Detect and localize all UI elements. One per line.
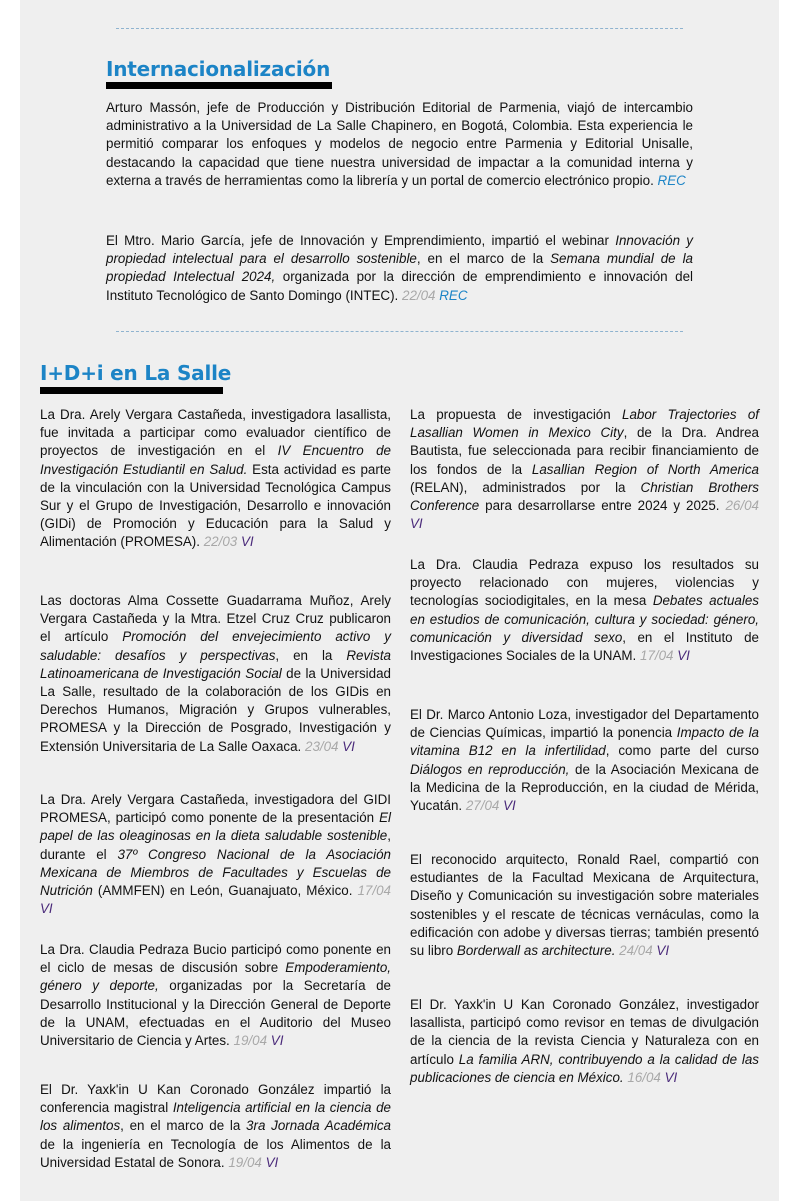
body-text: La Dra. Claudia Pedraza Bucio participó como ponente en el ciclo de mesas de discusión sobre — [40, 942, 391, 976]
date-stamp: 19/04 — [233, 1033, 268, 1049]
italic-title-text: 37º Congreso Nacional de la Asociación Mexicana de Miembros de Facultades y Escuelas de Nutrición — [40, 846, 391, 899]
body-text: El Dr. Marco Antonio Loza, investigador del Departamento de Ciencias Químicas, impartió la ponencia — [410, 707, 759, 741]
department-tag: VI — [656, 943, 670, 959]
body-text: (AMMFEN) en León, Guanajuato, México. — [92, 883, 353, 899]
news-item — [410, 556, 759, 665]
body-text: (RELAN), administrados por la — [410, 479, 641, 495]
news-item — [410, 996, 759, 1087]
news-item — [40, 406, 391, 552]
body-text: La Dra. Arely Vergara Castañeda, investigadora lasallista, fue invitada a participar como evaluador científico de proyectos de investigación en el — [40, 407, 391, 459]
news-item — [40, 791, 391, 918]
body-text: El Mtro. Mario García, jefe de Innovación y Emprendimiento, impartió el webinar — [106, 233, 616, 248]
italic-title-text: Christian Brothers Conference — [410, 479, 759, 514]
italic-title-text: La familia ARN, contribuyendo a la calidad de las publicaciones de ciencia en México. — [410, 1051, 759, 1085]
news-item — [40, 592, 391, 756]
title-underline-bar — [106, 82, 332, 89]
italic-title-text: Revista Latinoamericana de Investigación Social — [40, 647, 391, 681]
news-item — [410, 706, 759, 815]
department-tag: VI — [503, 798, 516, 814]
section-title-idi: I+D+i en La Salle — [40, 361, 232, 385]
title-underline-bar — [40, 387, 223, 394]
italic-title-text: Diálogos en reproducción, — [410, 761, 570, 777]
department-tag: VI — [240, 534, 254, 550]
body-text: organizada por la dirección de emprendimiento e innovación del Instituto Tecnológico de Santo Domingo (INTEC). — [106, 269, 694, 303]
date-stamp: 24/04 — [619, 943, 653, 959]
department-tag: REC — [439, 287, 468, 303]
date-stamp: 27/04 — [465, 798, 500, 814]
date-stamp: 22/03 — [203, 534, 238, 550]
news-item — [106, 99, 693, 190]
date-stamp: 16/04 — [627, 1069, 661, 1085]
italic-title-text: Debates actuales en estudios de comunicación, cultura y sociedad: género, comunicación y diversidad sexo — [410, 593, 759, 645]
date-stamp: 26/04 — [725, 498, 759, 514]
date-stamp: 22/04 — [402, 287, 436, 303]
body-text: , de la Dra. Andrea Bautista, fue seleccionada para recibir financiamiento de los fondos de la — [410, 425, 759, 477]
italic-title-text: Innovación y propiedad intelectual para el desarrollo sostenible — [106, 233, 693, 267]
department-tag: VI — [265, 1154, 279, 1170]
department-tag: VI — [664, 1069, 678, 1085]
body-text: de la ingeniería en Tecnología de los Alimentos de la Universidad Estatal de Sonora. — [40, 1136, 391, 1170]
department-tag: VI — [410, 516, 423, 532]
news-item — [40, 1081, 391, 1172]
section-title-internacionalizacion: Internacionalización — [106, 57, 331, 81]
body-text: , en el marco de la — [120, 1118, 247, 1134]
italic-title-text: Lasallian Region of North America — [531, 461, 759, 477]
italic-title-text: Labor Trajectories of Lasallian Women in Mexico City — [410, 407, 759, 441]
italic-title-text: Empoderamiento, género y deporte, — [40, 960, 391, 994]
body-text: Las doctoras Alma Cossette Guadarrama Muñoz, Arely Vergara Castañeda y la Mtra. Etzel Cruz Cruz publicaron el artículo — [40, 593, 391, 645]
news-item — [410, 851, 759, 960]
department-tag: VI — [270, 1033, 284, 1049]
date-stamp: 23/04 — [305, 738, 339, 754]
body-text: La propuesta de investigación — [410, 407, 622, 422]
news-item — [106, 232, 693, 305]
news-item — [410, 406, 759, 533]
italic-title-text: Promoción del envejecimiento activo y saludable: desafíos y perspectivas — [40, 629, 391, 663]
section-divider-top — [116, 28, 683, 29]
italic-title-text: Semana mundial de la propiedad Intelectual 2024, — [106, 251, 693, 285]
body-text: El Dr. Yaxk'in U Kan Coronado González, investigador lasallista, participó como revisor en temas de divulgación de la ciencia de la revista Ciencia y Naturaleza con en artículo — [410, 997, 759, 1067]
body-text: El reconocido arquitecto, Ronald Rael, compartió con estudiantes de la Facultad Mexicana de Arquitectura, Diseño y Comunicación su investigación sobre materiales sostenibles y el rescate de técnicas vernáculas, como la edificación con adobe y diversas tierras; también presentó su libro — [410, 852, 759, 959]
body-text: , como parte del curso — [605, 743, 759, 759]
body-text: de la Universidad La Salle, resultado de la colaboración de los GIDis en Derechos Humanos, Migración y Grupos vulnerables, PROMESA y la Dirección de Posgrado, Investigación y Extensión Universitaria de La Salle Oaxaca. — [40, 665, 391, 754]
date-stamp: 17/04 — [357, 883, 391, 899]
italic-title-text: 3ra Jornada Académica — [246, 1118, 391, 1134]
department-tag: VI — [677, 648, 690, 664]
body-text: , durante el — [40, 828, 391, 862]
italic-title-text: Inteligencia artificial en la ciencia de los alimentos — [40, 1100, 391, 1134]
body-text: Arturo Massón, jefe de Producción y Distribución Editorial de Parmenia, viajó de intercambio administrativo a la Universidad de La Salle Chapinero, en Bogotá, Colombia. Esta experiencia le permitió comparar los enfoques y modelos de negocio entre Parmenia y Editorial Unisalle, destacando la capacidad que tiene nuestra universidad de impactar a la comunidad interna y externa a través de herramientas como la librería y un portal de comercio electrónico propio. — [106, 100, 693, 188]
body-text: de la Asociación Mexicana de la Medicina de la Reproducción, en la ciudad de Mérida, Yucatán. — [410, 761, 760, 814]
department-tag: REC — [657, 172, 686, 188]
body-text: , en el Instituto de Investigaciones Sociales de la UNAM. — [410, 629, 759, 664]
body-text: La Dra. Claudia Pedraza expuso los resultados su proyecto relacionado con mujeres, violencias y tecnologías sociodigitales, en la mesa — [410, 557, 759, 609]
italic-title-text: IV Encuentro de Investigación Estudiantil en Salud. — [40, 443, 391, 477]
body-text: , en la — [275, 647, 347, 663]
italic-title-text: Impacto de la vitamina B12 en la infertilidad — [410, 725, 759, 759]
department-tag: VI — [342, 738, 355, 754]
body-text: para desarrollarse entre 2024 y 2025. — [479, 498, 720, 514]
body-text: El Dr. Yaxk'in U Kan Coronado González impartió la conferencia magistral — [40, 1082, 391, 1116]
section-divider-middle — [116, 331, 683, 332]
date-stamp: 19/04 — [228, 1154, 262, 1170]
body-text: La Dra. Arely Vergara Castañeda, investigadora del GIDI PROMESA, participó como ponente de la presentación — [40, 792, 391, 826]
date-stamp: 17/04 — [640, 648, 674, 664]
italic-title-text: Borderwall as architecture. — [456, 943, 616, 959]
italic-title-text: El papel de las oleaginosas en la dieta saludable sostenible — [40, 810, 391, 844]
department-tag: VI — [40, 901, 53, 917]
news-item — [40, 941, 391, 1050]
body-text: Esta actividad es parte de la vinculación con la Universidad Tecnológica Campus Sur y el Grupo de Investigación, Desarrollo e innovación (GIDi) de Promoción y Educación para la Salud y Alimentación (PROMESA). — [40, 461, 391, 550]
body-text: organizadas por la Secretaría de Desarrollo Institucional y la Dirección General de Deporte de la UNAM, efectuadas en el Auditorio del Museo Universitario de Ciencia y Artes. — [40, 978, 391, 1049]
body-text: , en el marco de la — [416, 251, 551, 267]
